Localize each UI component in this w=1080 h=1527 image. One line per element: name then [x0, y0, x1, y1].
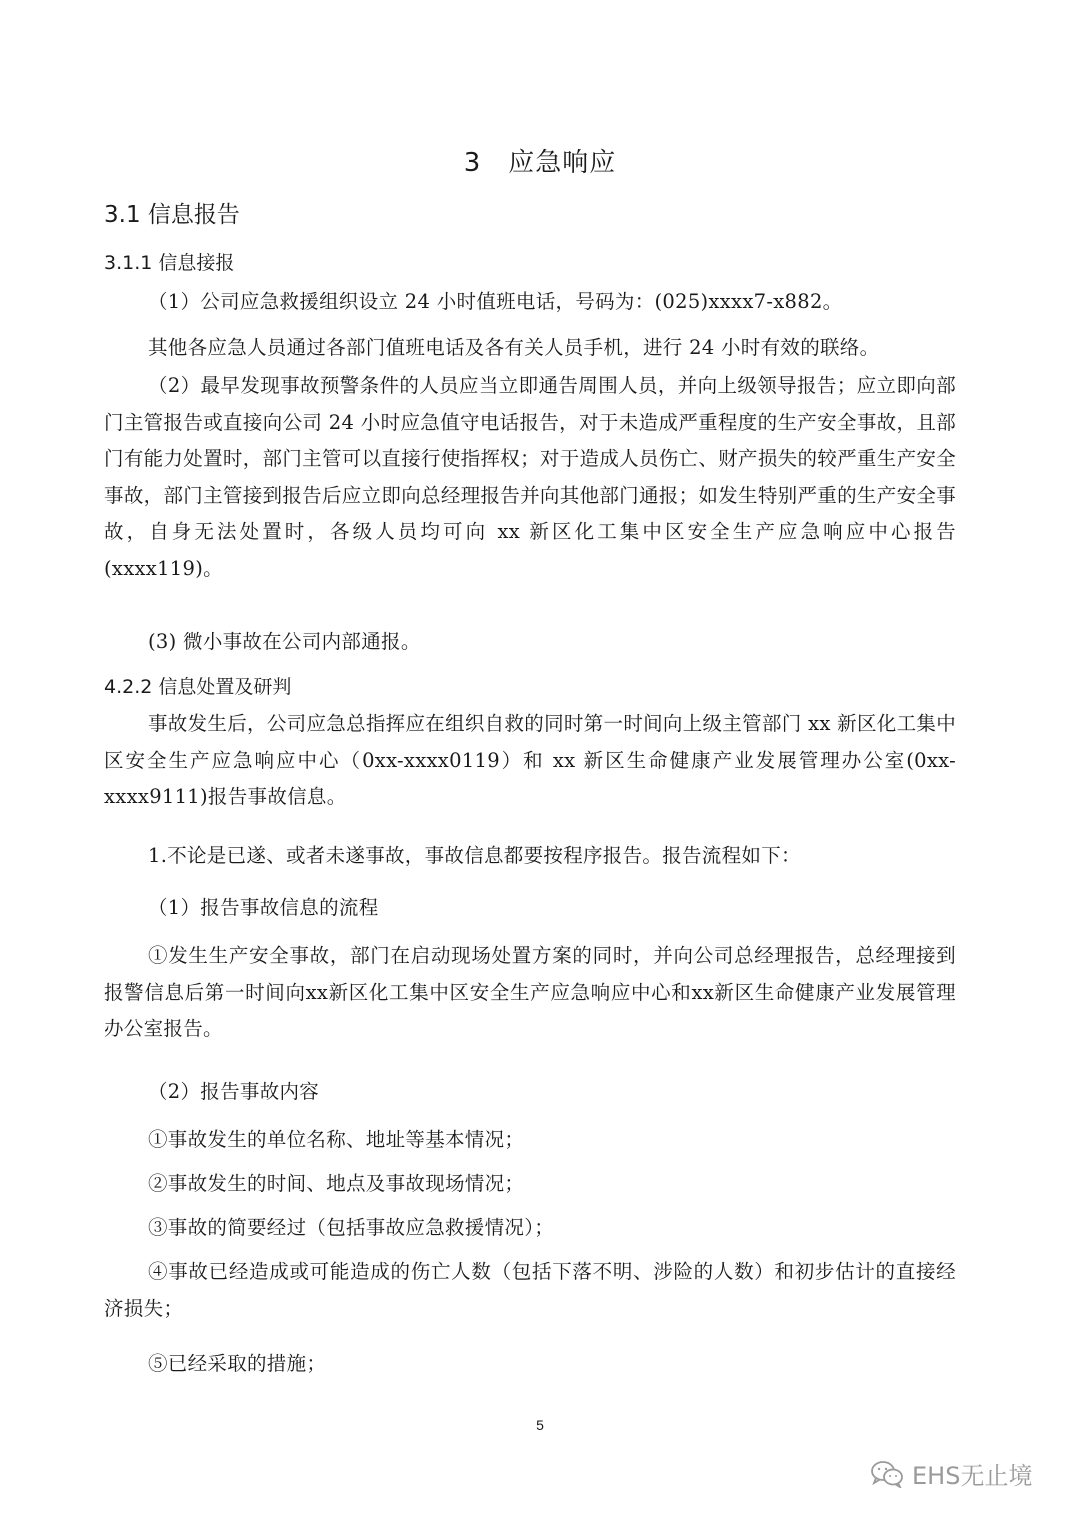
chapter-title: 3 应急响应	[463, 148, 617, 178]
list-item-casualties: ④事故已经造成或可能造成的伤亡人数（包括下落不明、涉险的人数）和初步估计的直接经济损失；	[104, 1260, 956, 1320]
list-item-time-place: ②事故发生的时间、地点及事故现场情况；	[148, 1172, 525, 1195]
wechat-icon	[870, 1460, 904, 1488]
list-item-brief: ③事故的简要经过（包括事故应急救援情况）；	[148, 1216, 555, 1239]
paragraph-process-heading: （1）报告事故信息的流程	[148, 896, 379, 919]
paragraph-content-heading: （2）报告事故内容	[148, 1080, 320, 1103]
section-heading: 3.1 信息报告	[104, 202, 240, 228]
list-item-measures: ⑤已经采取的措施；	[148, 1352, 327, 1375]
paragraph-minor-accident: (3) 微小事故在公司内部通报。	[148, 630, 421, 653]
paragraph-duty-phone: （1）公司应急救援组织设立 24 小时值班电话，号码为：(025)xxxx7-x882。	[148, 290, 843, 313]
paragraph-after-accident: 事故发生后，公司应急总指挥应在组织自救的同时第一时间向上级主管部门 xx 新区化工集中区安全生产应急响应中心（0xx-xxxx0119）和 xx 新区生命健康产业发展管理办公室(0xx-xxxx9111)报告事故信息。	[104, 712, 956, 808]
subsection-heading-info-receiving: 3.1.1 信息接报	[104, 252, 235, 274]
paragraph-contact: 其他各应急人员通过各部门值班电话及各有关人员手机，进行 24 小时有效的联络。	[148, 336, 880, 359]
watermark-text: EHS无止境	[912, 1462, 1033, 1490]
list-item-unit-info: ①事故发生的单位名称、地址等基本情况；	[148, 1128, 525, 1151]
paragraph-early-warning: （2）最早发现事故预警条件的人员应当立即通告周围人员，并向上级领导报告；应立即向部门主管报告或直接向公司 24 小时应急值守电话报告，对于未造成严重程度的生产安全事故，且部门有能力处置时，部门主管可以直接行使指挥权；对于造成人员伤亡、财产损失的较严重生产安全事故，部门主管接到报告后应立即向总经理报告并向其他部门通报；如发生特别严重的生产安全事故，自身无法处置时，各级人员均可向 xx 新区化工集中区安全生产应急响应中心报告(xxxx119)。	[104, 374, 956, 580]
paragraph-process-step: ①发生生产安全事故，部门在启动现场处置方案的同时，并向公司总经理报告，总经理接到报警信息后第一时间向xx新区化工集中区安全生产应急响应中心和xx新区生命健康产业发展管理办公室报告。	[104, 944, 956, 1040]
subsection-heading-info-handling: 4.2.2 信息处置及研判	[104, 676, 292, 698]
watermark	[870, 1456, 1032, 1491]
paragraph-report-rule: 1.不论是已遂、或者未遂事故，事故信息都要按程序报告。报告流程如下：	[148, 844, 801, 867]
page-number: 5	[536, 1417, 544, 1433]
